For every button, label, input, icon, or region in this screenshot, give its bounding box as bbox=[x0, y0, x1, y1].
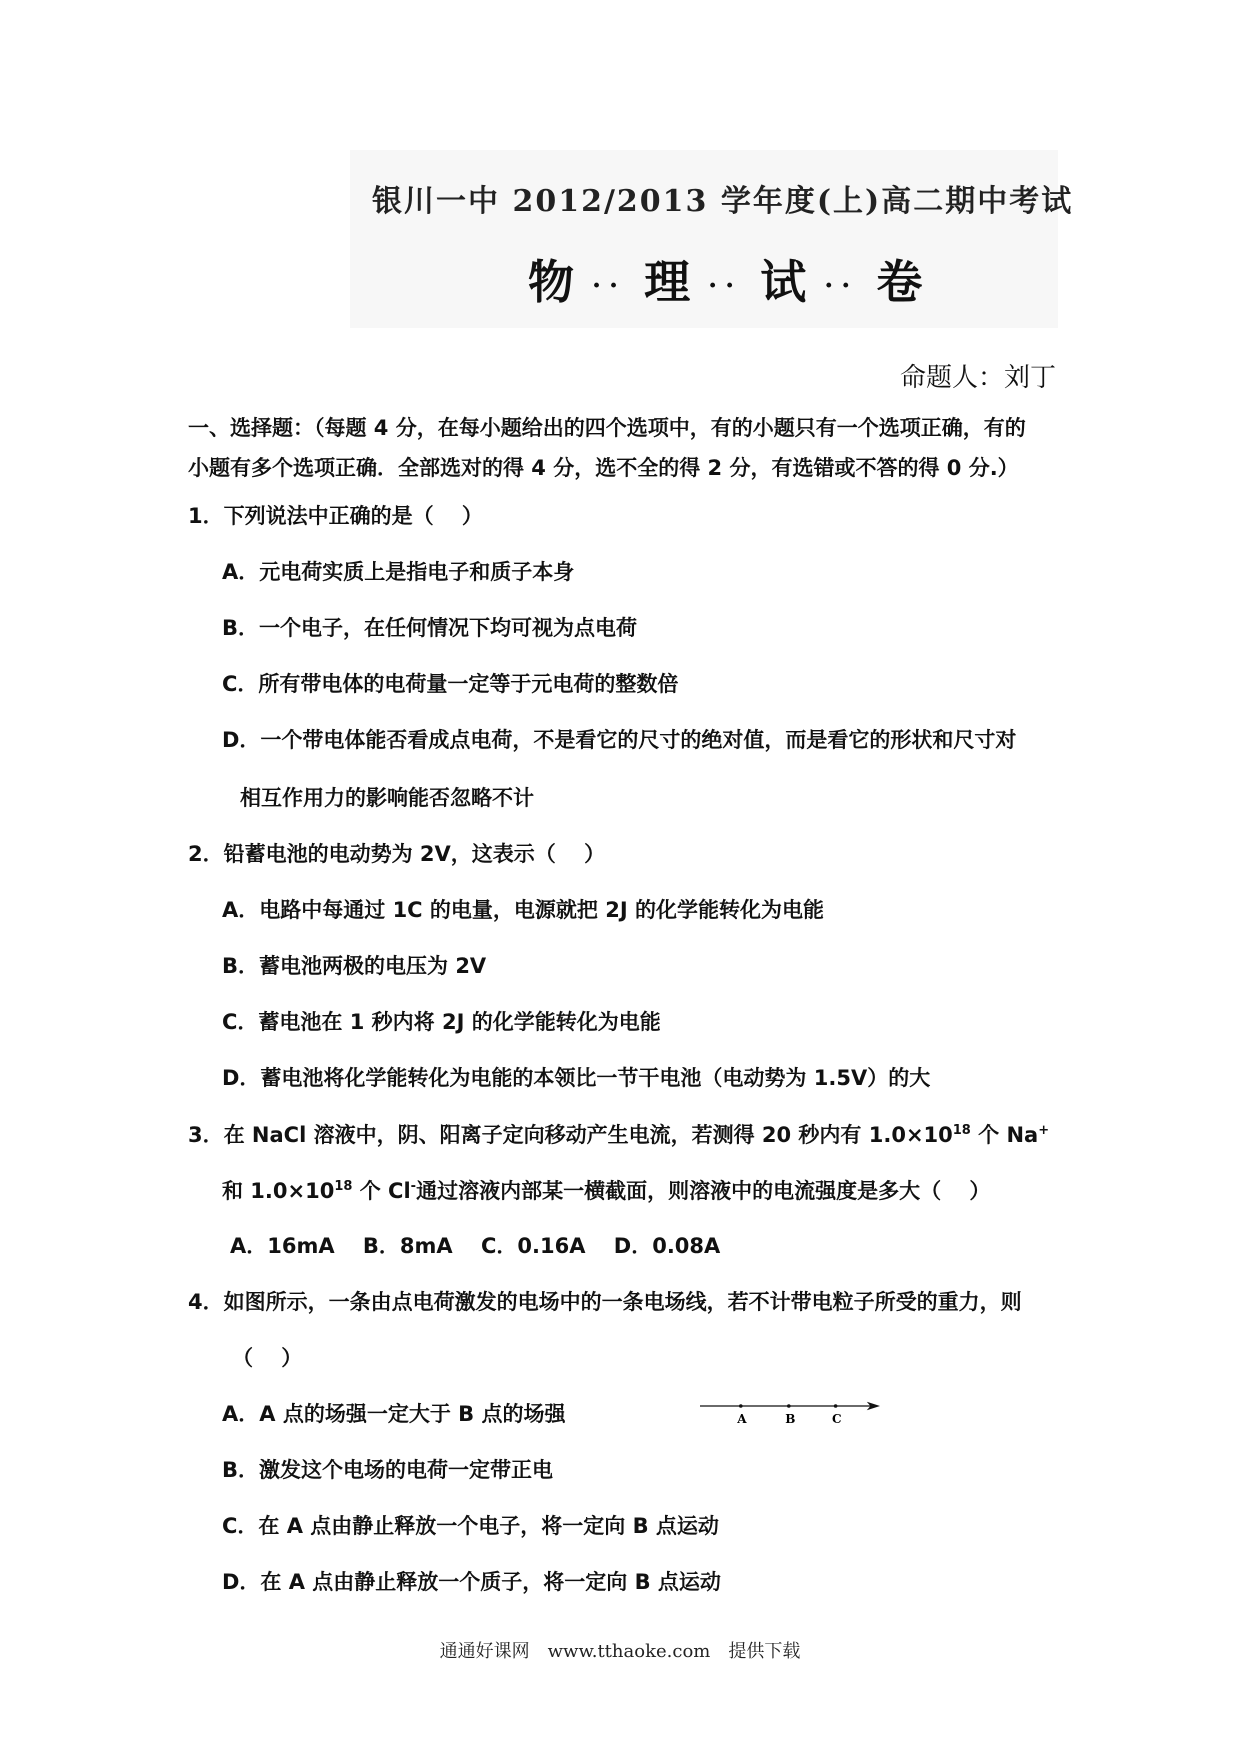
q3-stem-line1: 3．在 NaCl 溶液中，阴、阳离子定向移动产生电流，若测得 20 秒内有 $1.0\times 10^{18}$ 个 Na+ bbox=[188, 1123, 1050, 1147]
exam-title-char: 理 bbox=[644, 255, 691, 309]
q1-option-d-line2: 相互作用力的影响能否忽略不计 bbox=[240, 786, 534, 810]
electric-field-line-figure bbox=[640, 1400, 940, 1430]
point-c-label: C bbox=[832, 1411, 842, 1426]
point-c-dot bbox=[834, 1404, 838, 1408]
q4-option-c: C．在 A 点由静止释放一个电子，将一定向 B 点运动 bbox=[222, 1514, 719, 1538]
q4-stem-line2: （ ） bbox=[232, 1346, 303, 1370]
exam-title-char: 卷 bbox=[876, 255, 923, 309]
author-line: 命题人：刘丁 bbox=[900, 363, 1057, 393]
point-a-dot bbox=[739, 1404, 743, 1408]
q3-stem-line2: 和 $1.0\times 10^{18}$ 个 Cl-通过溶液内部某一横截面，则溶液中的电流强度是多大（ ） bbox=[222, 1179, 991, 1203]
q3-options: A．16mA B．8mA C．0.16A D．0.08A bbox=[230, 1234, 721, 1258]
point-b-dot bbox=[787, 1404, 791, 1408]
q1-stem: 1．下列说法中正确的是（ ） bbox=[188, 504, 483, 528]
q2-option-d: D．蓄电池将化学能转化为电能的本领比一节干电池（电动势为 1.5V）的大 bbox=[222, 1066, 931, 1090]
q2-stem: 2．铅蓄电池的电动势为 2V，这表示（ ） bbox=[188, 842, 606, 866]
q1-option-b: B．一个电子，在任何情况下均可视为点电荷 bbox=[222, 616, 638, 640]
section-instructions-line2: 小题有多个选项正确．全部选对的得 4 分，选不全的得 2 分，有选错或不答的得 0 分.） bbox=[188, 456, 1019, 480]
footer-credit: 通通好课网 www.tthaoke.com 提供下载 bbox=[439, 1641, 801, 1662]
point-a-label: A bbox=[737, 1411, 747, 1426]
section-instructions-line1: 一、选择题：（每题 4 分，在每小题给出的四个选项中，有的小题只有一个选项正确，有的 bbox=[188, 416, 1026, 440]
exam-title: 物 ·· 理 ·· 试 ·· 卷 bbox=[528, 255, 923, 309]
q4-option-b: B．激发这个电场的电荷一定带正电 bbox=[222, 1458, 554, 1482]
exam-title-char: 试 bbox=[760, 255, 807, 309]
q1-option-c: C．所有带电体的电荷量一定等于元电荷的整数倍 bbox=[222, 672, 679, 696]
q4-option-a: A．A 点的场强一定大于 B 点的场强 bbox=[222, 1402, 566, 1426]
q2-option-a: A．电路中每通过 1C 的电量，电源就把 2J 的化学能转化为电能 bbox=[222, 898, 824, 922]
q4-option-d: D．在 A 点由静止释放一个质子，将一定向 B 点运动 bbox=[222, 1570, 721, 1594]
q2-option-b: B．蓄电池两极的电压为 2V bbox=[222, 954, 487, 978]
q2-option-c: C．蓄电池在 1 秒内将 2J 的化学能转化为电能 bbox=[222, 1010, 661, 1034]
exam-title-char: 物 bbox=[528, 255, 574, 309]
q4-stem-line1: 4．如图所示，一条由点电荷激发的电场中的一条电场线，若不计带电粒子所受的重力，则 bbox=[188, 1290, 1022, 1314]
q1-option-a: A．元电荷实质上是指电子和质子本身 bbox=[222, 560, 575, 584]
school-title: 银川一中 2012/2013 学年度(上)高二期中考试 bbox=[372, 184, 1074, 219]
point-b-label: B bbox=[785, 1411, 796, 1426]
q1-option-d-line1: D．一个带电体能否看成点电荷，不是看它的尺寸的绝对值，而是看它的形状和尺寸对 bbox=[222, 728, 1017, 752]
